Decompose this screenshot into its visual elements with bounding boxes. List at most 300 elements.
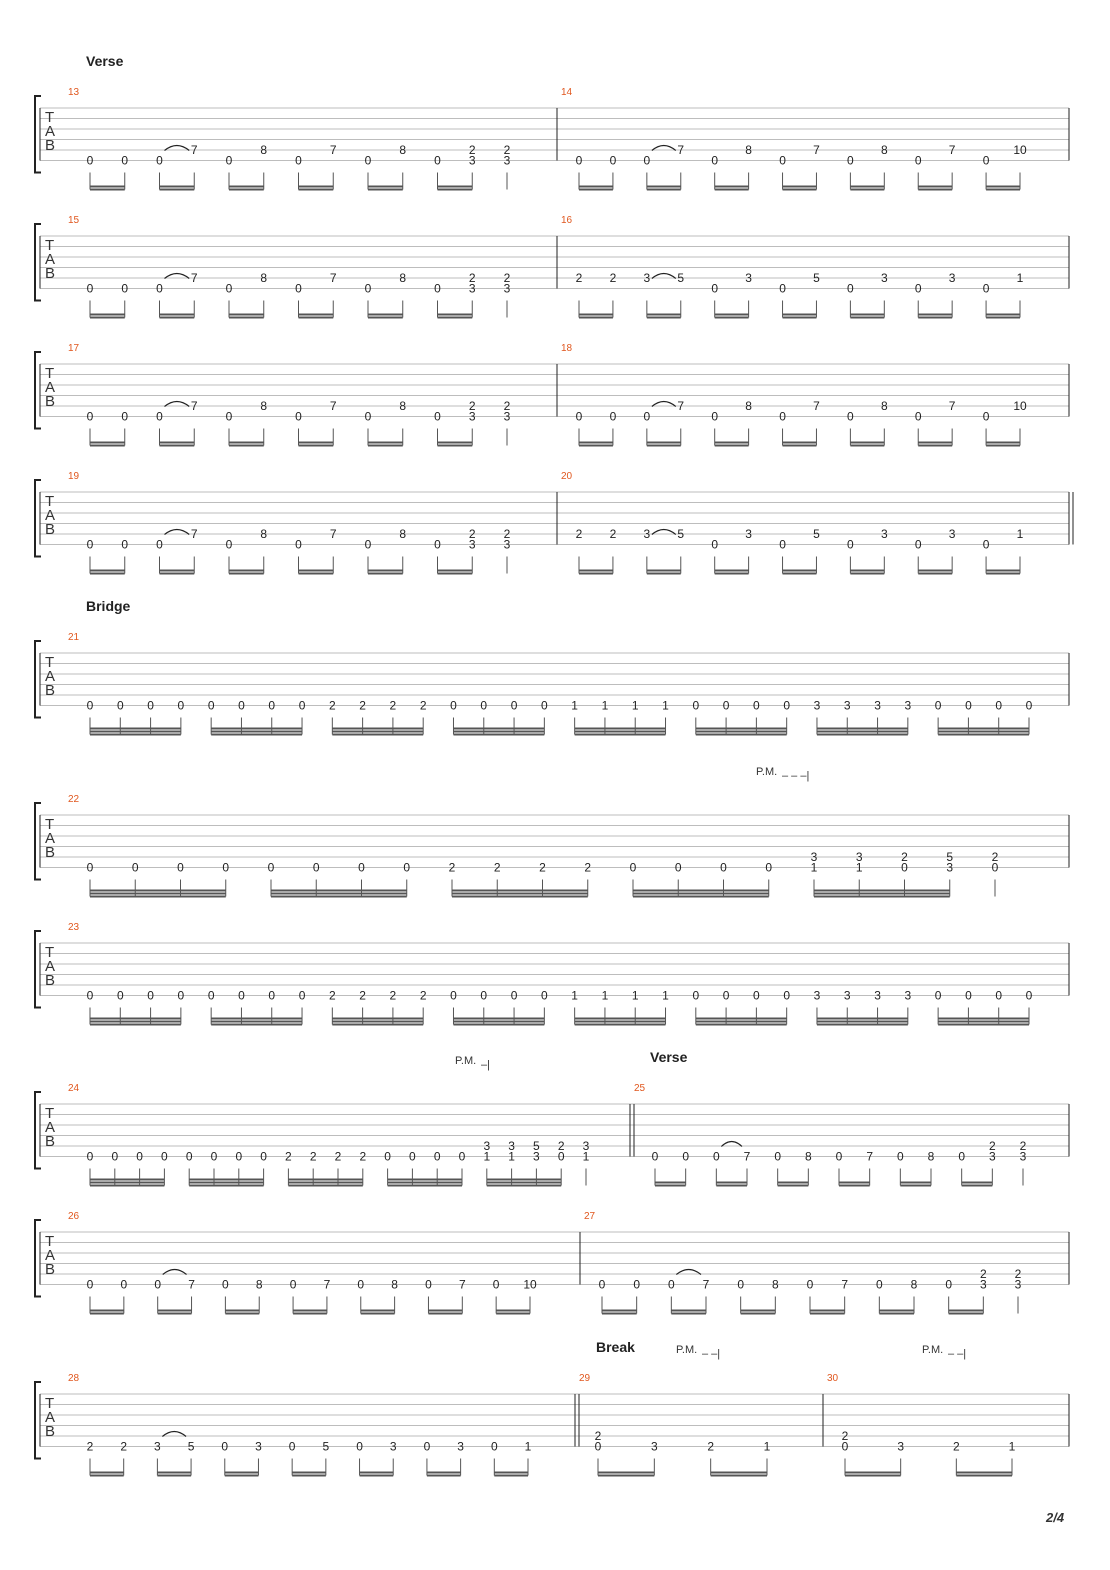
fret-number: 0 — [298, 698, 306, 713]
fret-number: 7 — [743, 1149, 751, 1164]
fret-number: 0 — [965, 988, 972, 1003]
fret-number: 2 — [503, 271, 511, 285]
fret-number: 3 — [643, 271, 651, 285]
fret-number: 3 — [880, 271, 888, 285]
fret-number: 0 — [737, 1277, 745, 1292]
fret-number: 3 — [582, 1139, 590, 1153]
fret-number: 7 — [866, 1149, 874, 1164]
fret-number: 3 — [468, 409, 476, 424]
fret-number: 8 — [910, 1277, 918, 1292]
fret-number: 0 — [434, 281, 441, 296]
fret-number: 0 — [982, 281, 990, 296]
fret-number: 8 — [745, 143, 752, 157]
fret-number: 0 — [121, 153, 129, 168]
fret-number: 7 — [329, 143, 337, 157]
tab-clef-letter: T — [45, 1105, 55, 1122]
fret-number: 3 — [874, 698, 881, 713]
fret-number: 0 — [643, 153, 651, 168]
palm-mute-label: P.M. — [455, 1055, 477, 1067]
fret-number: 0 — [458, 1149, 466, 1164]
fret-number: 0 — [982, 409, 990, 424]
tab-clef-letter: T — [45, 493, 55, 510]
fret-number: 2 — [557, 1139, 565, 1153]
tab-clef-letter: T — [45, 816, 55, 833]
fret-number: 2 — [991, 850, 999, 864]
fret-number: 3 — [988, 1149, 996, 1164]
fret-number: 0 — [121, 409, 129, 424]
fret-number: 2 — [419, 988, 427, 1003]
tab-clef-letter: T — [45, 1395, 55, 1412]
fret-number: 0 — [643, 409, 651, 424]
measure-number: 26 — [68, 1211, 80, 1222]
fret-number: 0 — [991, 860, 999, 875]
fret-number: 1 — [662, 988, 669, 1003]
fret-number: 0 — [235, 1149, 243, 1164]
fret-number: 3 — [389, 1439, 397, 1454]
fret-number: 0 — [225, 281, 233, 296]
section-label: Break — [596, 1339, 635, 1355]
measure-number: 22 — [68, 794, 80, 805]
fret-number: 2 — [503, 399, 511, 413]
fret-number: 2 — [493, 860, 501, 875]
tab-clef-letter: T — [45, 237, 55, 254]
fret-number: 7 — [841, 1277, 849, 1292]
fret-number: 2 — [120, 1439, 128, 1454]
fret-number: 0 — [480, 988, 488, 1003]
fret-number: 0 — [692, 698, 700, 713]
tab-clef-letter: B — [45, 137, 56, 154]
fret-number: 3 — [154, 1439, 161, 1454]
section-label: Bridge — [86, 598, 131, 614]
fret-number: 0 — [384, 1149, 391, 1164]
fret-number: 8 — [880, 143, 888, 157]
fret-number: 0 — [711, 409, 719, 424]
fret-number: 5 — [322, 1439, 330, 1454]
fret-number: 0 — [121, 281, 129, 296]
fret-number: 2 — [359, 1149, 367, 1164]
fret-number: 3 — [979, 1277, 987, 1292]
fret-number: 2 — [503, 143, 511, 157]
fret-number: 3 — [810, 850, 818, 864]
tab-clef-letter: A — [45, 1119, 56, 1136]
palm-mute-label: P.M. — [922, 1344, 944, 1356]
fret-number: 1 — [855, 860, 863, 875]
fret-number: 0 — [295, 281, 302, 296]
fret-number: 0 — [914, 153, 922, 168]
fret-number: 0 — [722, 988, 730, 1003]
tab-clef-letter: B — [45, 1133, 56, 1150]
fret-number: 0 — [120, 1277, 128, 1292]
fret-number: 0 — [225, 409, 233, 424]
fret-number: 7 — [702, 1277, 710, 1292]
fret-number: 8 — [399, 271, 407, 285]
palm-mute-extent-line: – –| — [702, 1348, 721, 1360]
fret-number: 0 — [207, 988, 215, 1003]
measure-number: 28 — [68, 1373, 80, 1384]
fret-number: 0 — [982, 153, 990, 168]
fret-number: 0 — [901, 860, 908, 875]
fret-number: 1 — [483, 1149, 491, 1164]
fret-number: 2 — [389, 698, 397, 713]
tab-clef-letter: B — [45, 1423, 56, 1440]
tab-clef-letter: A — [45, 1247, 56, 1264]
fret-number: 2 — [584, 860, 592, 875]
fret-number: 2 — [707, 1439, 715, 1454]
fret-number: 0 — [450, 698, 457, 713]
fret-number: 0 — [295, 409, 302, 424]
measure-number: 15 — [68, 215, 80, 226]
fret-number: 0 — [295, 537, 302, 552]
fret-number: 0 — [847, 153, 854, 168]
fret-number: 0 — [161, 1149, 168, 1164]
fret-number: 2 — [468, 399, 476, 413]
measure-number: 24 — [68, 1083, 80, 1094]
fret-number: 0 — [111, 1149, 119, 1164]
fret-number: 3 — [457, 1439, 464, 1454]
fret-number: 7 — [190, 399, 198, 413]
fret-number: 7 — [948, 143, 956, 157]
fret-number: 0 — [835, 1149, 843, 1164]
tab-clef-letter: A — [45, 1409, 56, 1426]
measure-number: 21 — [68, 632, 80, 643]
fret-number: 0 — [958, 1149, 966, 1164]
measure-number: 30 — [827, 1373, 839, 1384]
fret-number: 1 — [631, 988, 639, 1003]
fret-number: 0 — [847, 537, 854, 552]
fret-number: 2 — [609, 271, 617, 285]
fret-number: 7 — [190, 143, 198, 157]
section-label: Verse — [86, 53, 124, 69]
fret-number: 0 — [356, 1439, 363, 1454]
fret-number: 5 — [946, 850, 954, 864]
tab-clef-letter: A — [45, 251, 56, 268]
fret-number: 1 — [601, 988, 609, 1003]
fret-number: 2 — [359, 698, 366, 713]
fret-number: 8 — [745, 399, 752, 413]
fret-number: 7 — [458, 1277, 466, 1292]
fret-number: 0 — [116, 988, 124, 1003]
fret-number: 0 — [289, 1277, 297, 1292]
fret-number: 0 — [753, 698, 760, 713]
fret-number: 1 — [571, 698, 578, 713]
palm-mute-label: P.M. — [756, 766, 778, 778]
fret-number: 3 — [503, 537, 511, 552]
fret-number: 0 — [221, 1439, 229, 1454]
fret-number: 2 — [389, 988, 397, 1003]
section-label: Verse — [650, 1049, 688, 1065]
fret-number: 0 — [225, 153, 233, 168]
fret-number: 1 — [1016, 271, 1024, 285]
fret-number: 8 — [260, 527, 268, 541]
fret-number: 0 — [156, 537, 163, 552]
fret-number: 0 — [875, 1277, 883, 1292]
fret-number: 0 — [480, 698, 488, 713]
fret-number: 0 — [409, 1149, 416, 1164]
fret-number: 3 — [904, 698, 912, 713]
fret-number: 0 — [598, 1277, 606, 1292]
fret-number: 0 — [131, 860, 139, 875]
fret-number: 0 — [298, 988, 306, 1003]
fret-number: 0 — [268, 988, 276, 1003]
measure-number: 16 — [561, 215, 573, 226]
fret-number: 2 — [334, 1149, 342, 1164]
fret-number: 3 — [745, 271, 752, 285]
fret-number: 3 — [813, 698, 821, 713]
fret-number: 0 — [674, 860, 682, 875]
fret-number: 0 — [156, 409, 163, 424]
fret-number: 0 — [914, 281, 922, 296]
fret-number: 7 — [329, 271, 337, 285]
fret-number: 0 — [364, 409, 372, 424]
fret-number: 0 — [210, 1149, 218, 1164]
fret-number: 0 — [914, 537, 922, 552]
fret-number: 3 — [643, 527, 651, 541]
measure-number: 20 — [561, 471, 573, 482]
fret-number: 0 — [783, 698, 791, 713]
fret-number: 0 — [434, 409, 441, 424]
fret-number: 8 — [260, 143, 268, 157]
fret-number: 0 — [434, 153, 441, 168]
fret-number: 2 — [328, 698, 336, 713]
fret-number: 0 — [312, 860, 320, 875]
fret-number: 0 — [490, 1439, 498, 1454]
fret-number: 0 — [364, 537, 372, 552]
fret-number: 1 — [524, 1439, 532, 1454]
fret-number: 5 — [813, 527, 820, 541]
fret-number: 3 — [468, 153, 476, 168]
fret-number: 8 — [927, 1149, 935, 1164]
palm-mute-extent-line: – –| — [948, 1348, 967, 1360]
tab-clef-letter: B — [45, 844, 56, 861]
fret-number: 0 — [711, 281, 719, 296]
fret-number: 3 — [468, 281, 476, 296]
fret-number: 0 — [667, 1277, 675, 1292]
fret-number: 7 — [813, 399, 820, 413]
fret-number: 0 — [357, 1277, 365, 1292]
fret-number: 0 — [609, 153, 617, 168]
fret-number: 0 — [121, 537, 129, 552]
fret-number: 3 — [897, 1439, 905, 1454]
fret-number: 3 — [855, 850, 863, 864]
fret-number: 0 — [982, 537, 990, 552]
fret-number: 0 — [965, 698, 972, 713]
tab-clef-letter: A — [45, 123, 56, 140]
fret-number: 7 — [677, 143, 685, 157]
fret-number: 3 — [503, 153, 511, 168]
fret-number: 10 — [523, 1277, 537, 1292]
measure-number: 23 — [68, 922, 80, 933]
fret-number: 0 — [154, 1277, 162, 1292]
tab-clef-letter: B — [45, 521, 56, 538]
fret-number: 7 — [329, 399, 337, 413]
fret-number: 0 — [765, 860, 773, 875]
fret-number: 3 — [508, 1139, 515, 1153]
fret-number: 0 — [403, 860, 411, 875]
fret-number: 0 — [260, 1149, 267, 1164]
fret-number: 1 — [631, 698, 639, 713]
fret-number: 10 — [1013, 143, 1027, 157]
tab-clef-letter: A — [45, 507, 56, 524]
fret-number: 0 — [207, 698, 215, 713]
measure-number: 27 — [584, 1211, 596, 1222]
fret-number: 0 — [423, 1439, 431, 1454]
fret-number: 0 — [147, 698, 154, 713]
fret-number: 0 — [222, 1277, 229, 1292]
fret-number: 2 — [503, 527, 511, 541]
fret-number: 2 — [448, 860, 456, 875]
fret-number: 7 — [813, 143, 820, 157]
fret-number: 0 — [541, 988, 548, 1003]
measure-number: 18 — [561, 343, 573, 354]
fret-number: 3 — [650, 1439, 658, 1454]
fret-number: 0 — [847, 281, 854, 296]
fret-number: 0 — [86, 860, 94, 875]
fret-number: 7 — [188, 1277, 195, 1292]
fret-number: 3 — [1014, 1277, 1022, 1292]
fret-number: 2 — [328, 988, 336, 1003]
staff-system — [35, 803, 1069, 880]
fret-number: 2 — [468, 527, 476, 541]
fret-number: 0 — [492, 1277, 500, 1292]
fret-number: 0 — [806, 1277, 814, 1292]
fret-number: 3 — [255, 1439, 262, 1454]
fret-number: 2 — [1019, 1139, 1027, 1153]
fret-number: 0 — [682, 1149, 690, 1164]
fret-number: 8 — [399, 527, 407, 541]
fret-number: 8 — [255, 1277, 263, 1292]
staff-system — [35, 641, 1069, 718]
fret-number: 1 — [662, 698, 669, 713]
tab-clef-letter: T — [45, 944, 55, 961]
fret-number: 0 — [510, 698, 518, 713]
fret-number: 0 — [86, 1149, 94, 1164]
fret-number: 0 — [609, 409, 617, 424]
fret-number: 0 — [177, 988, 185, 1003]
fret-number: 5 — [533, 1139, 540, 1153]
fret-number: 0 — [510, 988, 518, 1003]
fret-number: 2 — [419, 698, 427, 713]
fret-number: 0 — [692, 988, 700, 1003]
fret-number: 0 — [147, 988, 154, 1003]
fret-number: 2 — [979, 1267, 987, 1281]
fret-number: 7 — [329, 527, 337, 541]
fret-number: 0 — [433, 1149, 441, 1164]
fret-number: 0 — [364, 281, 372, 296]
fret-number: 0 — [358, 860, 365, 875]
fret-number: 0 — [896, 1149, 904, 1164]
fret-number: 0 — [722, 698, 730, 713]
fret-number: 7 — [190, 527, 198, 541]
fret-number: 0 — [783, 988, 791, 1003]
fret-number: 1 — [508, 1149, 515, 1164]
fret-number: 2 — [1014, 1267, 1022, 1281]
fret-number: 3 — [533, 1149, 540, 1164]
fret-number: 0 — [185, 1149, 193, 1164]
palm-mute-label: P.M. — [676, 1344, 698, 1356]
fret-number: 2 — [952, 1439, 960, 1454]
fret-number: 3 — [503, 409, 511, 424]
fret-number: 0 — [934, 988, 942, 1003]
fret-number: 2 — [468, 143, 476, 157]
fret-number: 1 — [1008, 1439, 1016, 1454]
fret-number: 2 — [86, 1439, 94, 1454]
fret-number: 0 — [575, 409, 583, 424]
fret-number: 0 — [238, 698, 245, 713]
fret-number: 0 — [711, 153, 719, 168]
tab-clef-letter: B — [45, 393, 56, 410]
measure-number: 14 — [561, 87, 573, 98]
fret-number: 0 — [779, 281, 786, 296]
page-number: 2/4 — [1046, 1510, 1065, 1525]
tab-clef-letter: A — [45, 830, 56, 847]
fret-number: 2 — [988, 1139, 996, 1153]
fret-number: 2 — [575, 271, 583, 285]
tab-clef-letter: A — [45, 958, 56, 975]
fret-number: 0 — [779, 153, 786, 168]
fret-number: 3 — [843, 988, 851, 1003]
fret-number: 0 — [86, 409, 94, 424]
fret-number: 0 — [156, 281, 163, 296]
measure-number: 19 — [68, 471, 80, 482]
fret-number: 0 — [753, 988, 760, 1003]
fret-number: 0 — [425, 1277, 432, 1292]
fret-number: 7 — [323, 1277, 331, 1292]
fret-number: 1 — [601, 698, 609, 713]
tab-clef-letter: T — [45, 109, 55, 126]
fret-number: 8 — [771, 1277, 779, 1292]
fret-number: 0 — [86, 537, 94, 552]
fret-number: 1 — [763, 1439, 771, 1454]
fret-number: 0 — [720, 860, 727, 875]
fret-number: 0 — [633, 1277, 641, 1292]
fret-number: 0 — [136, 1149, 143, 1164]
fret-number: 7 — [948, 399, 956, 413]
fret-number: 3 — [948, 271, 956, 285]
fret-number: 0 — [774, 1149, 782, 1164]
fret-number: 0 — [594, 1439, 602, 1454]
fret-number: 8 — [260, 399, 268, 413]
fret-number: 0 — [1025, 988, 1033, 1003]
fret-number: 0 — [116, 698, 124, 713]
fret-number: 0 — [841, 1439, 849, 1454]
fret-number: 10 — [1013, 399, 1027, 413]
fret-number: 8 — [391, 1277, 398, 1292]
fret-number: 2 — [309, 1149, 317, 1164]
fret-number: 5 — [677, 527, 685, 541]
fret-number: 0 — [779, 537, 786, 552]
measure-number: 17 — [68, 343, 80, 354]
tab-clef-letter: A — [45, 379, 56, 396]
fret-number: 0 — [225, 537, 233, 552]
fret-number: 0 — [267, 860, 275, 875]
fret-number: 7 — [190, 271, 198, 285]
fret-number: 3 — [946, 860, 954, 875]
fret-number: 0 — [541, 698, 548, 713]
fret-number: 8 — [399, 399, 407, 413]
fret-number: 2 — [539, 860, 546, 875]
fret-number: 0 — [364, 153, 372, 168]
fret-number: 5 — [677, 271, 685, 285]
fret-number: 0 — [712, 1149, 720, 1164]
measure-number: 29 — [579, 1373, 591, 1384]
fret-number: 3 — [843, 698, 851, 713]
fret-number: 0 — [1025, 698, 1033, 713]
fret-number: 0 — [847, 409, 854, 424]
fret-number: 3 — [468, 537, 476, 552]
fret-number: 1 — [571, 988, 578, 1003]
fret-number: 2 — [575, 527, 583, 541]
tab-clef-letter: B — [45, 1261, 56, 1278]
